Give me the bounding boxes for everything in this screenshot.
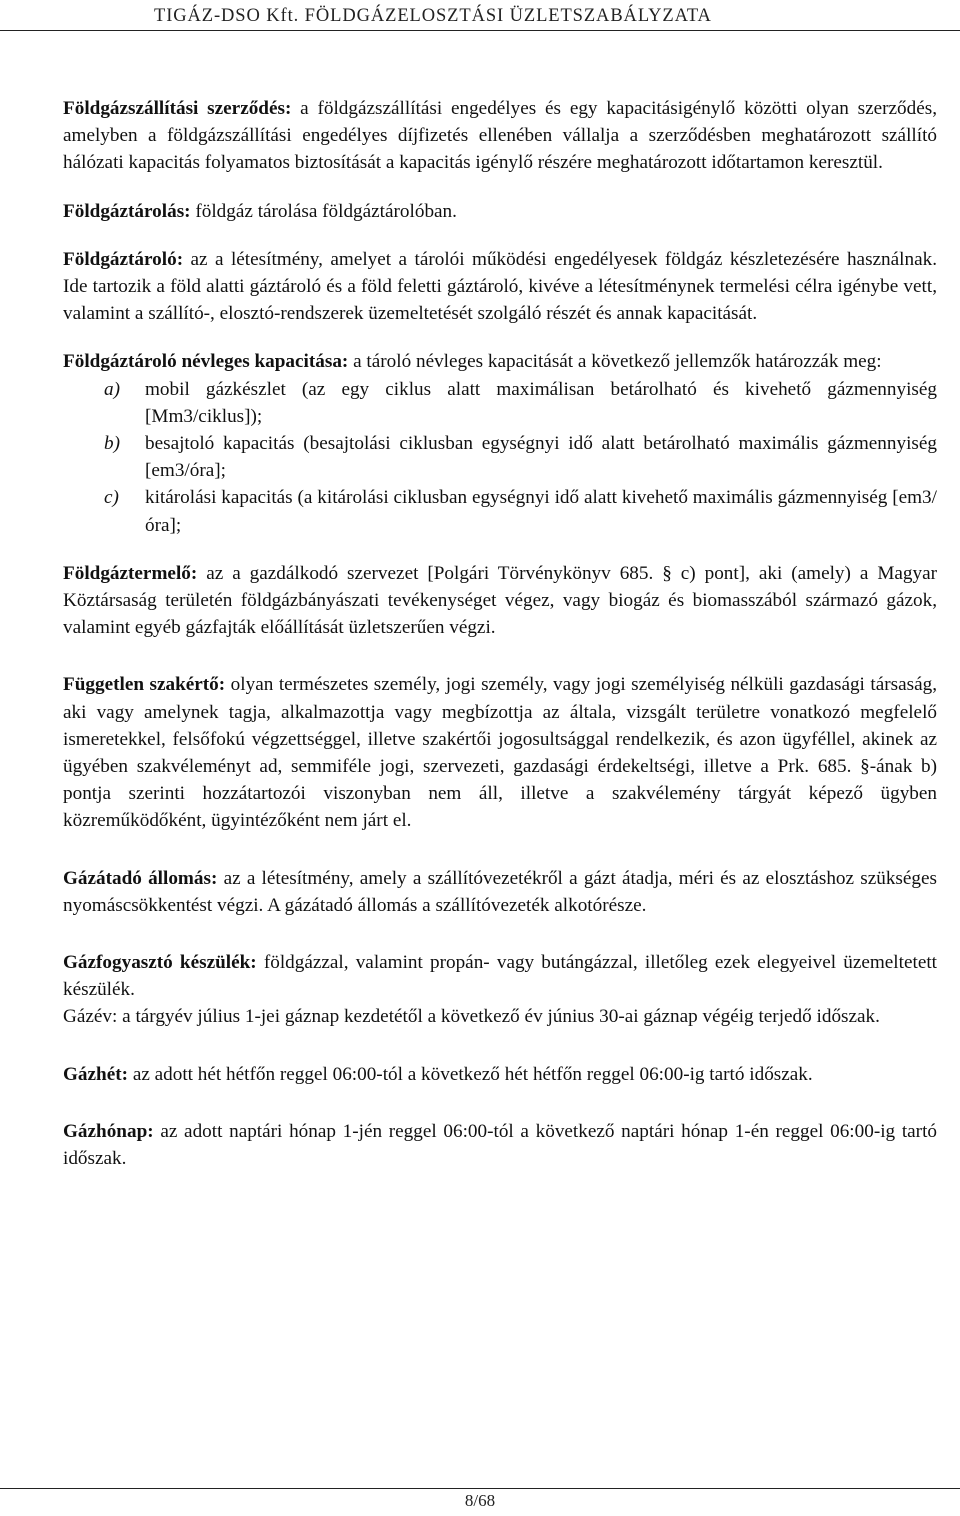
definition-foldgaztermelo: [63, 560, 937, 642]
definition-term: Földgázszállítási szerződés:: [63, 98, 292, 119]
page-header: [0, 0, 960, 32]
definition-nevleges-kapacitas: [63, 348, 937, 375]
definition-gazhonap: [63, 1118, 937, 1172]
definition-term: Gázhónap:: [63, 1120, 154, 1142]
capacity-item-c: [63, 484, 937, 538]
definition-term: Gázfogyasztó készülék:: [63, 952, 257, 974]
page-number: 8/68: [464, 1491, 496, 1510]
header-title: TIGÁZ-DSO Kft. FÖLDGÁZELOSZTÁSI ÜZLETSZABÁLYZATA: [154, 6, 712, 26]
list-marker: b): [104, 433, 120, 455]
definition-text: az adott hét hétfőn reggel 06:00-tól a következő hét hétfőn reggel 06:00-ig tartó időszak.: [128, 1063, 813, 1085]
definition-text: a tároló névleges kapacitását a következő jellemzők határozzák meg:: [348, 351, 882, 373]
capacity-list: [63, 376, 937, 539]
list-item-text: mobil gázkészlet (az egy ciklus alatt maximálisan betárolható és kivehető gázmennyiség [Mm3/ciklus]);: [145, 378, 937, 427]
capacity-item-a: [63, 376, 937, 430]
definition-text: az a gazdálkodó szervezet [Polgári Törvénykönyv 685. § c) pont], aki (amely) a Magyar Köztársaság területén földgázbányászati tevékenységet végez, vagy biogáz és biomasszából származó gázok, valamint egyéb gázfajták előállítását üzletszerűen végzi.: [63, 562, 937, 639]
definition-text: földgázzal, valamint propán- vagy butángázzal, illetőleg ezek elegyeivel üzemeltetett készülék.: [63, 952, 937, 1001]
list-item-text: kitárolási kapacitás (a kitárolási ciklusban egységnyi idő alatt kivehető maximális gázmennyiség [em3/óra];: [145, 487, 937, 536]
definition-term: Földgáztárolás:: [63, 200, 191, 222]
list-marker: c): [104, 487, 119, 509]
definition-foldgaztarolo: [63, 246, 937, 328]
definition-text: az a létesítmény, amelyet a tárolói működési engedélyesek földgáz készletezésére használnak. Ide tartozik a föld alatti gáztároló és a föld feletti gáztároló, kivéve a létesítménynek termelési célra igénybe vett, valamint a szállító-, elosztó-rendszerek üzemeltetését szolgáló részét és annak kapacitását.: [63, 248, 937, 325]
definition-gazfogyaszto-keszulek: [63, 949, 937, 1003]
definition-foldgazszallitasi-szerzodes: [63, 95, 937, 177]
header-rule: [0, 30, 960, 31]
definition-term: Gázhét:: [63, 1063, 129, 1085]
definition-term: Földgáztermelő:: [63, 562, 198, 584]
definition-text: földgáz tárolása földgáztárolóban.: [190, 200, 457, 222]
capacity-item-b: [63, 430, 937, 484]
definition-foldgaztarolas: [63, 198, 937, 225]
definition-text: Gázév: a tárgyév július 1-jei gáznap kezdetétől a következő év június 30-ai gáznap végéig terjedő időszak.: [63, 1006, 880, 1028]
definition-gazatado-allomas: [63, 865, 937, 919]
definition-term: Gázátadó állomás:: [63, 867, 218, 889]
definition-text: olyan természetes személy, jogi személy, vagy jogi személyiség nélküli gazdasági társaság, aki vagy amelynek tagja, alkalmazottja vagy megbízottja az általa, vizsgált területre vonatkozó megfelelő ismeretekkel, felsőfokú végzettséggel, illetve szakértői jogosultsággal rendelkezik, és azon ügyféllel, akinek az ügyében szakvéleményt ad, semmiféle jogi, szervezeti, gazdasági érdekeltségi, illetve a Prk. 685. §-ának b) pontja szerinti hozzátartozói viszonyban nem áll, illetve a szakvélemény tárgyát képező ügyben közreműködőként, ügyintézőként nem járt el.: [63, 674, 937, 832]
list-item-text: besajtoló kapacitás (besajtolási ciklusban egységnyi idő alatt betárolható maximális gázmennyiség [em3/óra];: [145, 433, 937, 482]
definition-text: a földgázszállítási engedélyes és egy kapacitásigénylő közötti olyan szerződés, amelyben a földgázszállítási engedélyes díjfizetés ellenében vállalja a szerződésben meghatározott szállító hálózati kapacitás folyamatos biztosítását a kapacitás igénylő részére meghatározott időtartamon keresztül.: [63, 98, 937, 174]
page-footer: [0, 1488, 960, 1516]
definition-term: Független szakértő:: [63, 674, 226, 696]
definition-term: Földgáztároló:: [63, 248, 184, 270]
list-marker: a): [104, 378, 120, 400]
definition-text: az adott naptári hónap 1-jén reggel 06:00-tól a következő naptári hónap 1-én reggel 06:00-ig tartó időszak.: [63, 1120, 937, 1170]
footer-rule: [0, 1488, 960, 1489]
document-body: [63, 95, 937, 1172]
definition-gazev: [63, 1003, 937, 1030]
definition-term: Földgáztároló névleges kapacitása:: [63, 351, 349, 373]
definition-gazhet: [63, 1061, 937, 1088]
definition-fuggetlen-szakerto: [63, 671, 937, 834]
definition-text: az a létesítmény, amely a szállítóvezetékről a gázt átadja, méri és az elosztáshoz szükséges nyomáscsökkentést végzi. A gázátadó állomás a szállítóvezeték alkotórésze.: [63, 867, 937, 916]
